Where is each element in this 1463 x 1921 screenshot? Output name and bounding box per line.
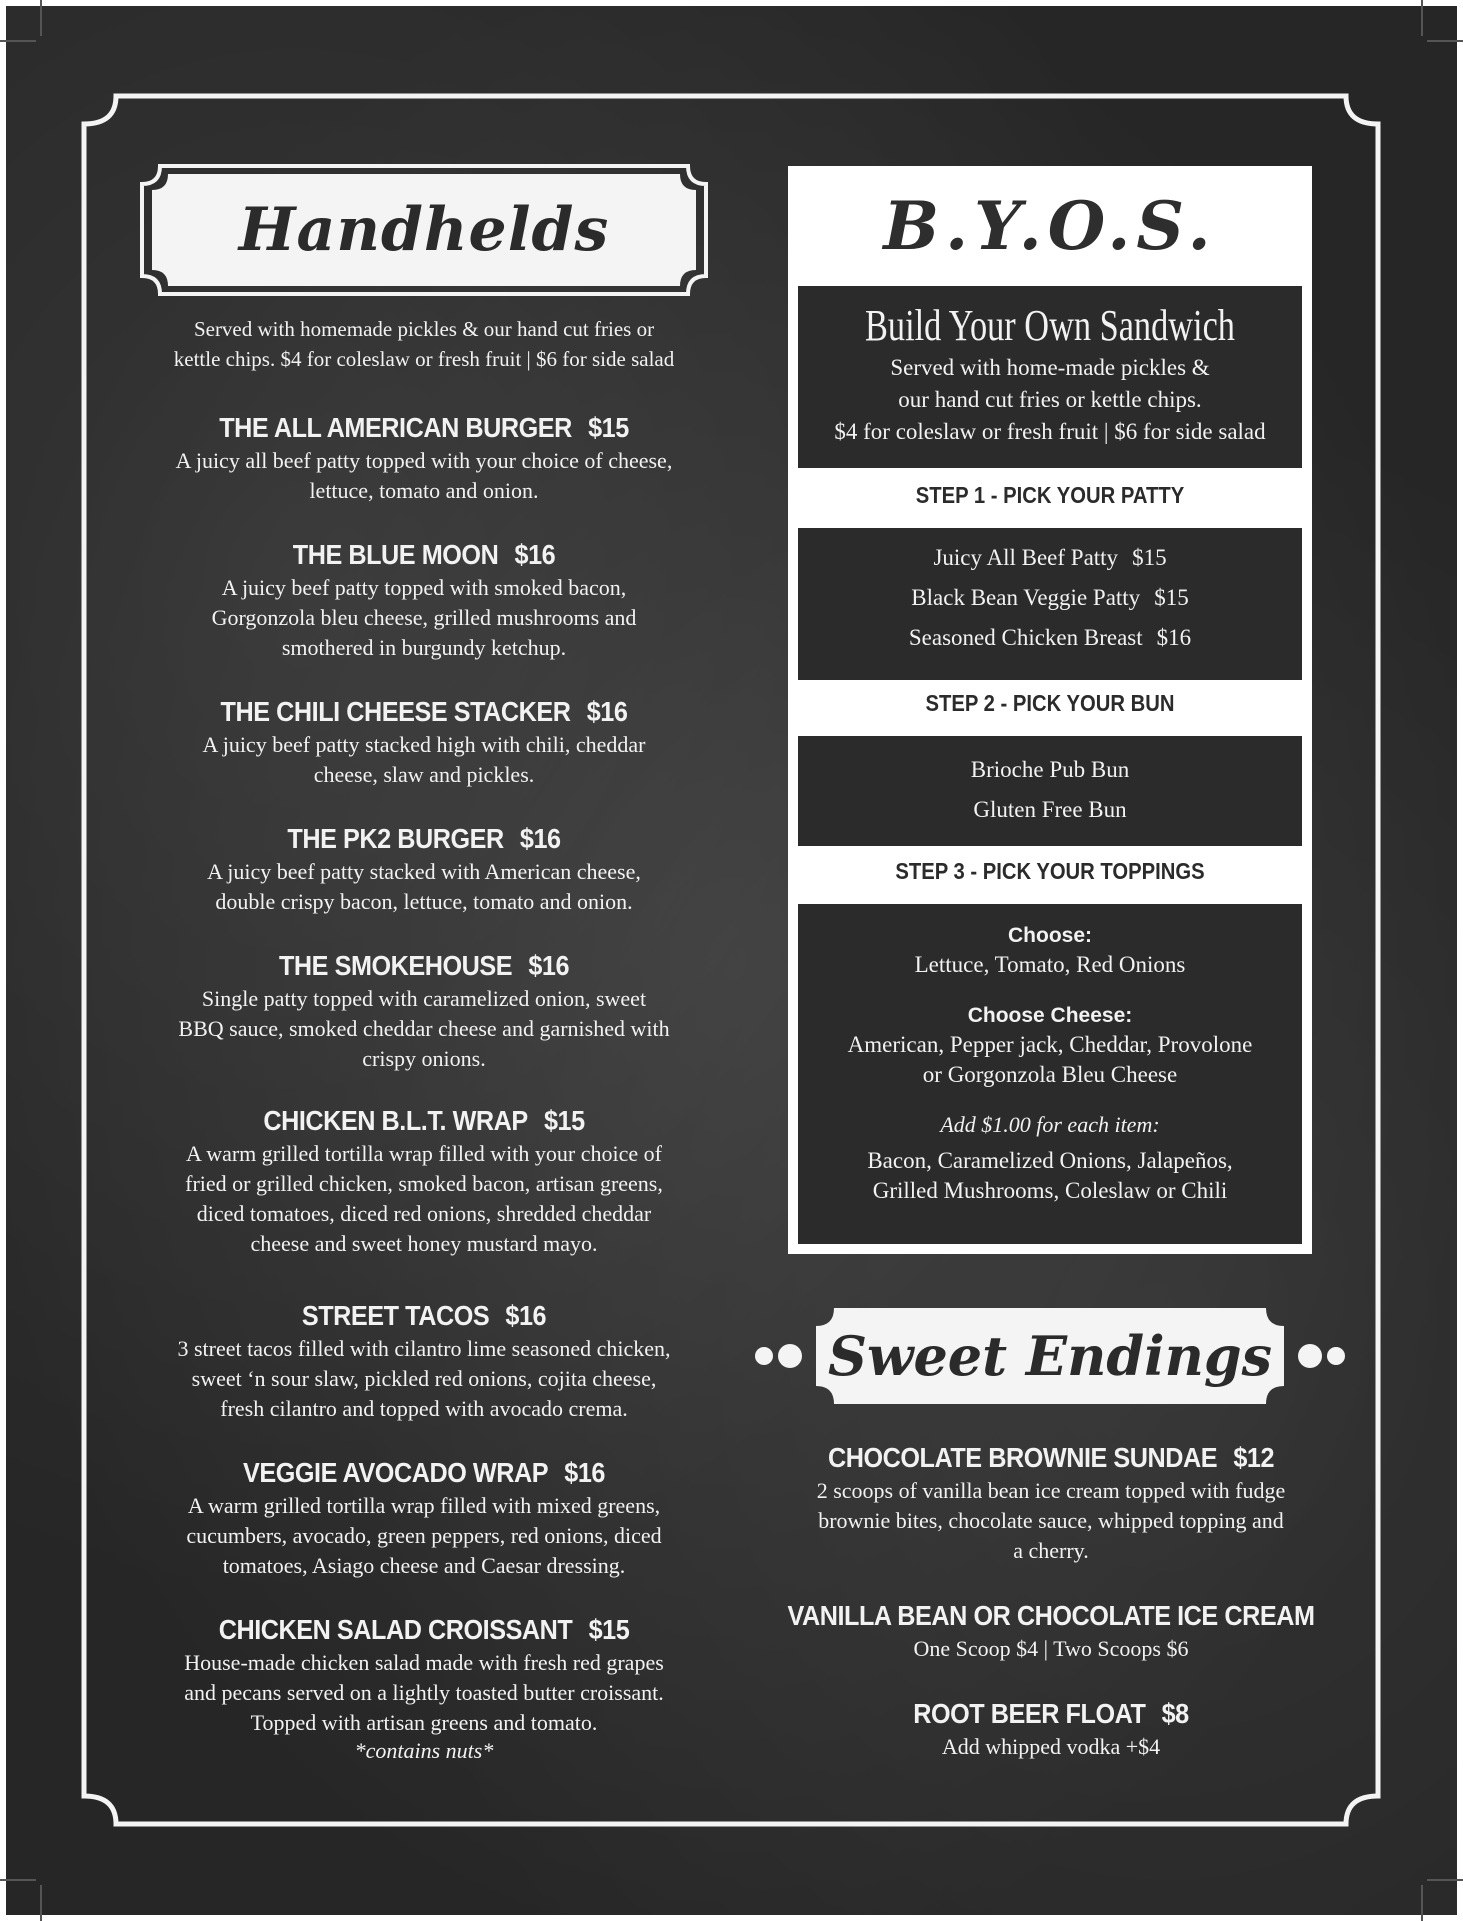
item-price: $12 [1233, 1442, 1275, 1473]
step-1-label: STEP 1 - PICK YOUR PATTY [915, 482, 1185, 508]
desc-line: One Scoop $4 | Two Scoops $6 [913, 1636, 1189, 1661]
desc-line: Single patty topped with caramelized onion, sweet [201, 986, 647, 1011]
patty-option [798, 618, 1302, 658]
item-name: THE CHILI CHEESE STACKER [220, 696, 571, 727]
byos-intro-box [798, 286, 1302, 468]
item-name: STREET TACOS [301, 1300, 490, 1331]
item-name: CHOCOLATE BROWNIE SUNDAE [827, 1442, 1218, 1473]
bun-option: Gluten Free Bun [973, 797, 1127, 822]
item-name-line [786, 1696, 1317, 1732]
desc-line: House-made chicken salad made with fresh red grapes [184, 1650, 664, 1675]
menu-item-all-american-burger [128, 410, 720, 506]
item-name-line [158, 1612, 691, 1648]
desc-line: diced tomatoes, diced red onions, shredded cheddar [196, 1201, 652, 1226]
desc-line: A juicy beef patty topped with smoked bacon, [221, 575, 627, 600]
item-description [128, 984, 720, 1074]
dessert-item-ice-cream [756, 1598, 1346, 1664]
item-name-line [158, 1455, 691, 1491]
menu-item-street-tacos [128, 1298, 720, 1424]
item-price: $15 [588, 412, 629, 443]
option-price: $15 [1132, 545, 1167, 570]
item-description [128, 446, 720, 506]
bun-option: Brioche Pub Bun [970, 757, 1130, 782]
crop-mark [0, 1879, 36, 1881]
toppings-choose-values: Lettuce, Tomato, Red Onions [914, 952, 1186, 977]
desc-line: A warm grilled tortilla wrap filled with mixed greens, [187, 1493, 661, 1518]
menu-item-veggie-avocado-wrap [128, 1455, 720, 1581]
desc-line: brownie bites, chocolate sauce, whipped topping and [818, 1508, 1284, 1533]
handhelds-banner [138, 162, 710, 298]
option-price: $16 [1156, 625, 1192, 650]
option-name: Seasoned Chicken Breast [908, 625, 1143, 650]
crop-mark [0, 40, 36, 42]
item-name-line [158, 821, 691, 857]
item-price: $16 [528, 950, 570, 981]
handhelds-intro [128, 314, 720, 374]
item-name-line [158, 1103, 691, 1139]
desc-line: Topped with artisan greens and tomato. [250, 1710, 598, 1735]
item-description [756, 1476, 1346, 1566]
item-price: $16 [505, 1300, 547, 1331]
desc-line: tomatoes, Asiago cheese and Caesar dressing. [222, 1553, 626, 1578]
step-2-label: STEP 2 - PICK YOUR BUN [925, 690, 1175, 716]
byos-panel [788, 166, 1312, 1254]
item-name-line [158, 537, 691, 573]
menu-item-chili-cheese-stacker [128, 694, 720, 790]
desc-line: cheese and sweet honey mustard mayo. [250, 1231, 598, 1256]
byos-subtitle: Build Your Own Sandwich [865, 301, 1235, 350]
item-name-line [158, 694, 691, 730]
desc-line: 2 scoops of vanilla bean ice cream topped with fudge [816, 1478, 1286, 1503]
desc-line: A juicy all beef patty topped with your choice of cheese, [175, 448, 673, 473]
desc-line: A juicy beef patty stacked with American cheese, [207, 859, 641, 884]
desc-line: sweet ‘n sour slaw, pickled red onions, cojita cheese, [191, 1366, 657, 1391]
item-price: $8 [1161, 1698, 1189, 1729]
desc-line: Gorgonzola bleu cheese, grilled mushrooms and [211, 605, 637, 630]
item-description [128, 1491, 720, 1581]
byos-title: B.Y.O.S. [883, 187, 1217, 265]
step-3-options [798, 904, 1302, 1244]
item-name: THE SMOKEHOUSE [278, 950, 513, 981]
byos-desc-line: Served with home-made pickles & [890, 355, 1210, 380]
menu-page [6, 6, 1457, 1915]
handhelds-intro-line: kettle chips. $4 for coleslaw or fresh fruit | $6 for side salad [173, 347, 675, 371]
item-name-line [786, 1598, 1317, 1634]
menu-item-chicken-salad-croissant [128, 1612, 720, 1764]
cheese-values: or Gorgonzola Bleu Cheese [922, 1062, 1178, 1087]
desc-line: BBQ sauce, smoked cheddar cheese and garnished with [178, 1016, 670, 1041]
item-description [128, 857, 720, 917]
option-name: Juicy All Beef Patty [933, 545, 1119, 570]
step-1-options [798, 528, 1302, 680]
desc-line: and pecans served on a lightly toasted butter croissant. [184, 1680, 664, 1705]
item-name: ROOT BEER FLOAT [913, 1698, 1146, 1729]
item-name-line [158, 948, 691, 984]
item-description [128, 1648, 720, 1738]
patty-option [798, 538, 1302, 578]
crop-mark [1421, 0, 1423, 36]
item-name: CHICKEN SALAD CROISSANT [218, 1614, 573, 1645]
desc-line: a cherry. [1013, 1538, 1089, 1563]
menu-item-smokehouse [128, 948, 720, 1074]
toppings-choose-heading: Choose: [1008, 924, 1092, 947]
step-3-label: STEP 3 - PICK YOUR TOPPINGS [895, 858, 1205, 884]
desc-line: cheese, slaw and pickles. [313, 762, 535, 787]
step-2-options [798, 736, 1302, 846]
add-ons-values: Bacon, Caramelized Onions, Jalapeños, [867, 1148, 1233, 1173]
byos-description [798, 352, 1302, 448]
byos-desc-line: our hand cut fries or kettle chips. [898, 387, 1202, 412]
menu-item-pk2-burger [128, 821, 720, 917]
item-name: VANILLA BEAN OR CHOCOLATE ICE CREAM [787, 1600, 1315, 1631]
item-description [756, 1634, 1346, 1664]
item-price: $15 [543, 1105, 585, 1136]
dessert-item-root-beer-float [756, 1696, 1346, 1762]
item-description [128, 1139, 720, 1259]
desc-line: 3 street tacos filled with cilantro lime seasoned chicken, [177, 1336, 671, 1361]
item-name: THE ALL AMERICAN BURGER [219, 412, 572, 443]
item-price: $16 [514, 539, 556, 570]
desc-line: Add whipped vodka +$4 [941, 1734, 1161, 1759]
dessert-item-brownie-sundae [756, 1440, 1346, 1566]
menu-item-blue-moon [128, 537, 720, 663]
crop-mark [1421, 1885, 1423, 1921]
item-description [756, 1732, 1346, 1762]
item-name-line [786, 1440, 1317, 1476]
desc-line: fresh cilantro and topped with avocado crema. [220, 1396, 628, 1421]
item-name: THE PK2 BURGER [287, 823, 504, 854]
item-name: THE BLUE MOON [292, 539, 499, 570]
item-description [128, 573, 720, 663]
option-price: $15 [1154, 585, 1189, 610]
sweet-endings-title: Sweet Endings [827, 1324, 1273, 1388]
sweet-endings-banner [750, 1302, 1350, 1410]
crop-mark [40, 1885, 42, 1921]
handhelds-title: Handhelds [238, 195, 610, 265]
add-ons-heading: Add $1.00 for each item: [940, 1112, 1160, 1137]
desc-line: crispy onions. [362, 1046, 486, 1071]
item-name-line [158, 410, 691, 446]
menu-item-chicken-blt-wrap [128, 1103, 720, 1259]
item-note: *contains nuts* [354, 1738, 494, 1763]
item-price: $15 [588, 1614, 630, 1645]
desc-line: A juicy beef patty stacked high with chili, cheddar [202, 732, 646, 757]
item-description [128, 730, 720, 790]
item-price: $16 [564, 1457, 605, 1488]
crop-mark [40, 0, 42, 36]
desc-line: cucumbers, avocado, green peppers, red onions, diced [186, 1523, 662, 1548]
desc-line: double crispy bacon, lettuce, tomato and onion. [215, 889, 633, 914]
item-name: VEGGIE AVOCADO WRAP [243, 1457, 549, 1488]
handhelds-intro-line: Served with homemade pickles & our hand cut fries or [193, 317, 655, 341]
crop-mark [1427, 40, 1463, 42]
item-name: CHICKEN B.L.T. WRAP [263, 1105, 528, 1136]
byos-desc-line: $4 for coleslaw or fresh fruit | $6 for side salad [834, 419, 1266, 444]
cheese-values: American, Pepper jack, Cheddar, Provolone [847, 1032, 1253, 1057]
desc-line: lettuce, tomato and onion. [309, 478, 539, 503]
desc-line: smothered in burgundy ketchup. [281, 635, 567, 660]
item-price: $16 [586, 696, 628, 727]
desc-line: fried or grilled chicken, smoked bacon, artisan greens, [185, 1171, 663, 1196]
option-name: Black Bean Veggie Patty [911, 585, 1141, 610]
crop-mark [1427, 1879, 1463, 1881]
item-price: $16 [519, 823, 561, 854]
item-description [128, 1334, 720, 1424]
patty-option [798, 578, 1302, 618]
add-ons-values: Grilled Mushrooms, Coleslaw or Chili [872, 1178, 1228, 1203]
desc-line: A warm grilled tortilla wrap filled with your choice of [186, 1141, 662, 1166]
item-name-line [158, 1298, 691, 1334]
cheese-heading: Choose Cheese: [967, 1004, 1133, 1027]
